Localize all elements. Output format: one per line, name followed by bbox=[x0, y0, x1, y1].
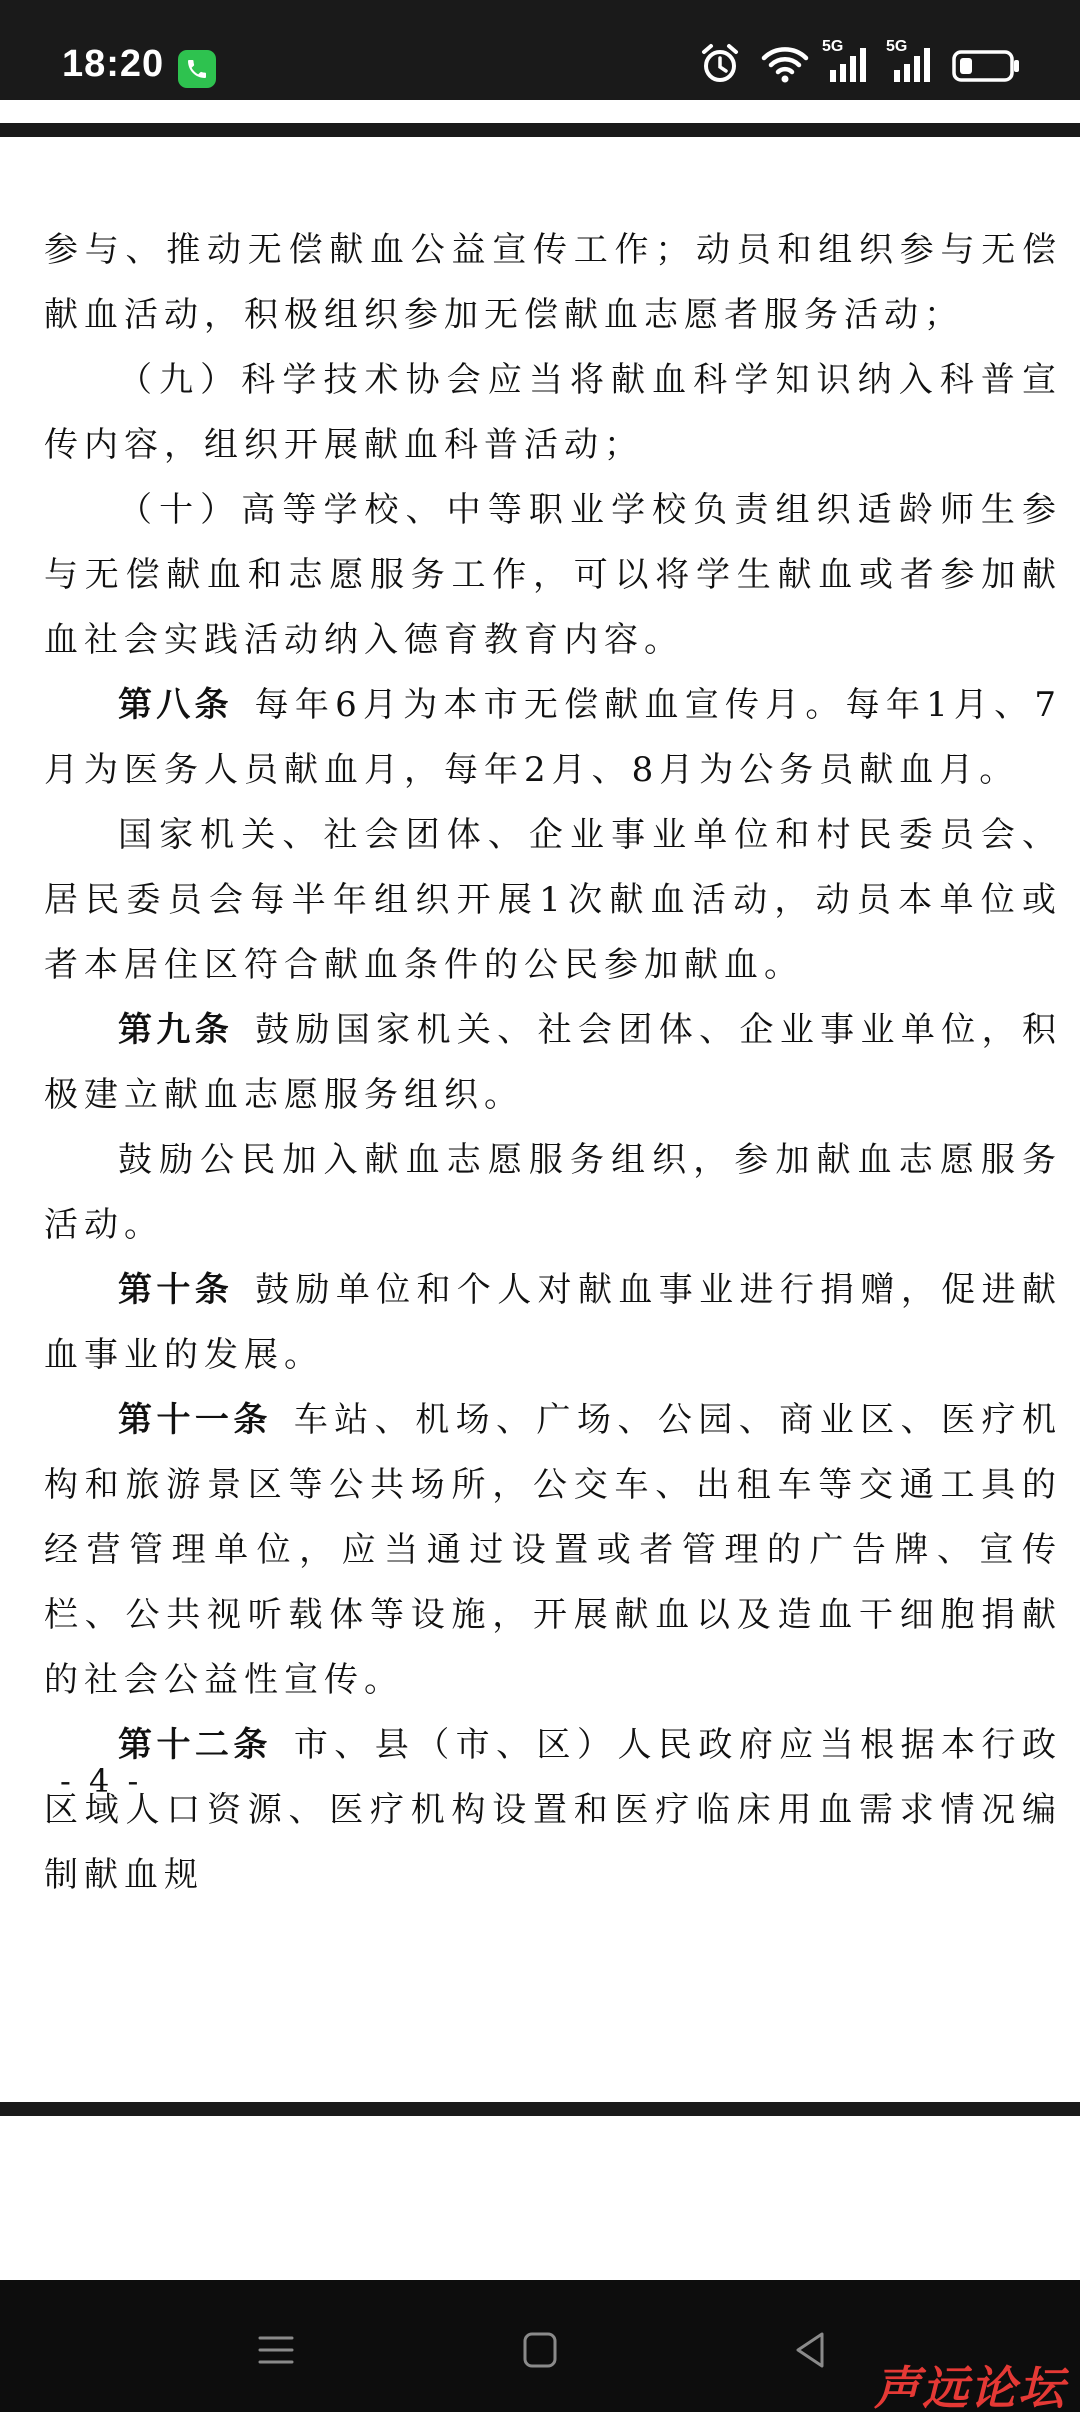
paragraph: 参与、推动无偿献血公益宣传工作；动员和组织参与无偿献血活动，积极组织参加无偿献血志愿者服务活动； bbox=[44, 230, 1062, 335]
article-heading: 第十二条 bbox=[118, 1725, 272, 1765]
5g-signal-icon bbox=[822, 38, 874, 91]
menu-icon[interactable] bbox=[246, 2320, 306, 2380]
paragraph: 国家机关、社会团体、企业事业单位和村民委员会、居民委员会每半年组织开展1次献血活动，动员本单位或者本居住区符合献血条件的公民参加献血。 bbox=[44, 815, 1062, 985]
article-heading: 第九条 bbox=[118, 1010, 234, 1050]
article-paragraph: 第八条 每年6月为本市无偿献血宣传月。每年1月、7月为医务人员献血月，每年2月、8月为公务员献血月。 bbox=[44, 685, 1062, 790]
article-paragraph: 第十一条 车站、机场、广场、公园、商业区、医疗机构和旅游景区等公共场所，公交车、出租车等交通工具的经营管理单位，应当通过设置或者管理的广告牌、宣传栏、公共视听载体等设施，开展献血以及造血干细胞捐献的社会公益性宣传。 bbox=[44, 1400, 1063, 1700]
page-number: - 4 - bbox=[60, 1762, 143, 1800]
network-label: 5G bbox=[886, 38, 908, 55]
article-paragraph: 第九条 鼓励国家机关、社会团体、企业事业单位，积极建立献血志愿服务组织。 bbox=[44, 1010, 1063, 1115]
wifi-icon bbox=[760, 42, 810, 91]
call-active-icon[interactable] bbox=[178, 50, 216, 88]
home-icon[interactable] bbox=[510, 2320, 570, 2380]
page-separator-top bbox=[0, 123, 1080, 137]
network-label: 5G bbox=[822, 38, 844, 55]
status-bar bbox=[0, 0, 1080, 100]
back-icon[interactable] bbox=[780, 2320, 840, 2380]
paragraph: 鼓励公民加入献血志愿服务组织，参加献血志愿服务活动。 bbox=[44, 1140, 1062, 1245]
paragraph: （九）科学技术协会应当将献血科学知识纳入科普宣传内容，组织开展献血科普活动； bbox=[44, 360, 1062, 465]
document-body bbox=[44, 218, 1062, 1908]
article-heading: 第十条 bbox=[118, 1270, 234, 1310]
watermark-logo: 声远论坛 bbox=[874, 2361, 1066, 2415]
alarm-icon bbox=[700, 42, 740, 91]
status-time: 18:20 bbox=[62, 43, 165, 85]
5g-signal-icon bbox=[886, 38, 938, 91]
article-paragraph: 第十二条 市、县（市、区）人民政府应当根据本行政区域人口资源、医疗机构设置和医疗临床用血需求情况编制献血规 bbox=[44, 1725, 1063, 1895]
article-heading: 第八条 bbox=[118, 685, 233, 725]
article-heading: 第十一条 bbox=[118, 1400, 272, 1440]
article-paragraph: 第十条 鼓励单位和个人对献血事业进行捐赠，促进献血事业的发展。 bbox=[44, 1270, 1063, 1375]
battery-icon bbox=[952, 50, 1020, 87]
page-separator-bottom bbox=[0, 2102, 1080, 2116]
paragraph: （十）高等学校、中等职业学校负责组织适龄师生参与无偿献血和志愿服务工作，可以将学生献血或者参加献血社会实践活动纳入德育教育内容。 bbox=[44, 490, 1062, 660]
